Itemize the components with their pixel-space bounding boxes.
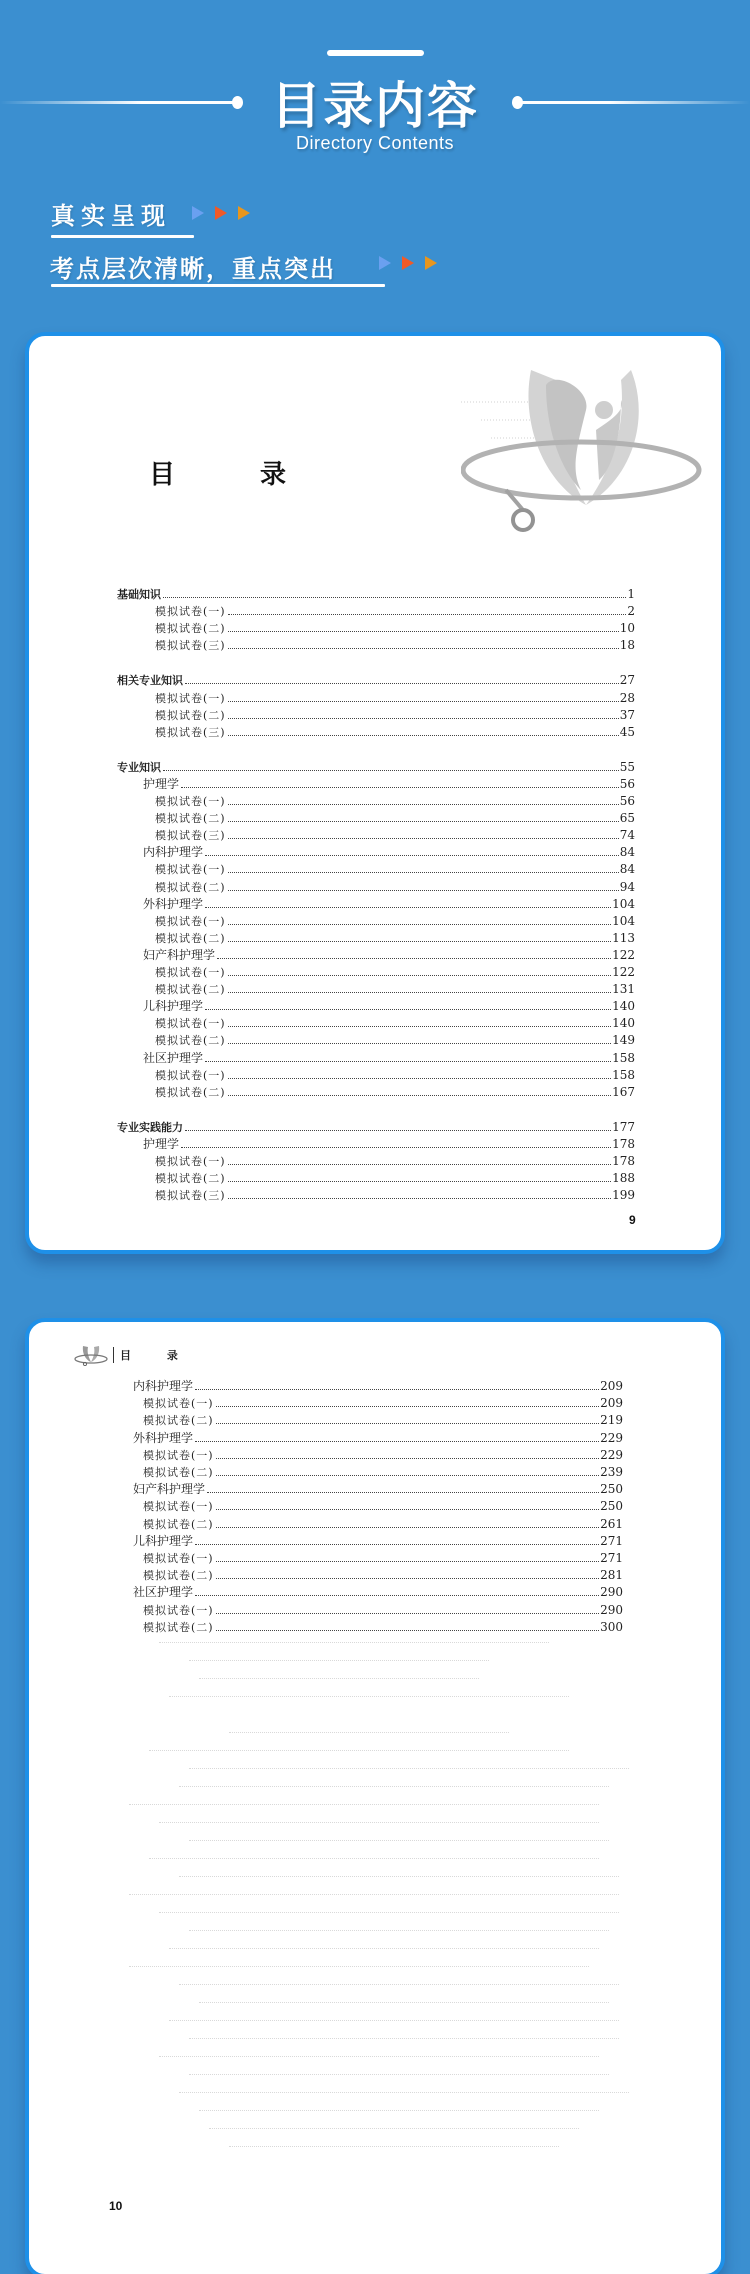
faint-dotted-line <box>159 2056 599 2057</box>
toc-entry <box>143 1514 623 1531</box>
toc-entry-page: 219 <box>600 1413 623 1428</box>
toc-entry-page: 1 <box>627 587 635 601</box>
toc-entry <box>155 791 635 808</box>
dot-leader <box>205 1061 611 1062</box>
toc-entry-page: 18 <box>619 638 635 653</box>
dot-leader <box>228 1078 612 1079</box>
dot-leader <box>195 1544 599 1545</box>
dot-leader <box>216 1406 600 1407</box>
toc-entry-page: 28 <box>619 690 635 705</box>
toc-entry-page: 158 <box>612 1067 635 1082</box>
toc-entry <box>117 670 635 687</box>
faint-dotted-line <box>159 1822 599 1823</box>
toc-entry <box>143 842 635 859</box>
toc-entry-label: 模拟试卷(二) <box>143 1414 214 1428</box>
toc-entry <box>117 584 635 601</box>
faint-dotted-line <box>189 1840 609 1841</box>
toc-entry-label: 模拟试卷(三) <box>155 639 226 653</box>
toc-entry-label: 社区护理学 <box>143 1050 204 1065</box>
dot-leader <box>185 683 619 684</box>
toc-entry-page: 149 <box>612 1033 635 1048</box>
toc-entry-label: 儿科护理学 <box>143 999 204 1014</box>
header-right-dot <box>512 96 523 109</box>
header-top-bar <box>327 50 424 56</box>
toc-entry-page: 2 <box>627 604 635 619</box>
toc-entry-page: 261 <box>600 1516 623 1531</box>
faint-dotted-line <box>179 1984 619 1985</box>
toc-entry <box>155 928 635 945</box>
dot-leader <box>216 1527 600 1528</box>
toc-entry-label: 模拟试卷(一) <box>143 1397 214 1411</box>
dot-leader <box>228 735 619 736</box>
toc-entry-label: 儿科护理学 <box>133 1533 194 1548</box>
toc-entry-page: 84 <box>619 845 635 860</box>
arrow-right-icon <box>192 206 204 220</box>
toc-entry-page: 188 <box>612 1171 635 1186</box>
dot-leader <box>217 958 611 959</box>
toc-entry-page: 84 <box>619 862 635 877</box>
faint-dotted-line <box>179 1876 619 1877</box>
toc-entry-label: 模拟试卷(一) <box>155 605 226 619</box>
toc-entry-label: 外科护理学 <box>143 896 204 911</box>
toc-entry-page: 229 <box>600 1430 623 1445</box>
toc-entry <box>155 1013 635 1030</box>
toc-entry-label: 模拟试卷(二) <box>143 1569 214 1583</box>
tagline-underline <box>51 235 194 238</box>
faint-dotted-line <box>149 1750 569 1751</box>
toc-entry-page: 178 <box>612 1136 635 1151</box>
dot-leader <box>228 1043 612 1044</box>
toc-entry-page: 229 <box>600 1447 623 1462</box>
faint-dotted-line <box>169 1696 569 1697</box>
toc-entry-label: 模拟试卷(一) <box>155 1155 226 1168</box>
dot-leader <box>228 1181 612 1182</box>
dot-leader <box>228 872 619 873</box>
dot-leader <box>205 907 611 908</box>
dot-leader <box>228 1026 612 1027</box>
toc-entry <box>155 979 635 996</box>
toc-entry <box>143 1134 635 1151</box>
toc-entry <box>133 1582 623 1599</box>
dot-leader <box>216 1423 600 1424</box>
toc-entry-label: 模拟试卷(三) <box>155 829 226 843</box>
toc-entry-label: 护理学 <box>143 776 180 791</box>
dot-leader <box>185 1130 611 1131</box>
toc-entry-page: 177 <box>612 1119 635 1134</box>
tagline-real: 真实呈现 <box>51 202 171 230</box>
faint-dotted-line <box>189 1660 489 1661</box>
arrow-right-icon <box>379 256 391 270</box>
header-right-line <box>516 101 750 104</box>
header-left-dot <box>232 96 243 109</box>
toc-entry-page: 122 <box>612 947 635 962</box>
arrow-right-icon <box>238 206 250 220</box>
toc-entry-label: 模拟试卷(二) <box>155 622 226 636</box>
toc-page-card-2 <box>25 1318 725 2274</box>
toc-entry <box>143 996 635 1013</box>
dot-leader <box>216 1509 600 1510</box>
tagline-clear-focus: 考点层次清晰，重点突出 <box>50 255 336 283</box>
faint-dotted-line <box>179 2092 629 2093</box>
toc-entry-label: 模拟试卷(二) <box>155 708 226 722</box>
dot-leader <box>228 838 619 839</box>
toc-entry-label: 模拟试卷(一) <box>143 1603 214 1617</box>
toc-entry <box>133 1376 623 1393</box>
toc-entry-label: 模拟试卷(二) <box>155 812 226 826</box>
toc-entry-page: 104 <box>612 913 635 928</box>
running-header-title: 目 录 <box>120 1349 194 1362</box>
toc-entry <box>155 825 635 842</box>
dot-leader <box>195 1389 599 1390</box>
arrow-right-icon <box>215 206 227 220</box>
toc-entry-label: 专业知识 <box>117 760 161 774</box>
faint-dotted-line <box>169 1948 599 1949</box>
toc-entry-label: 外科护理学 <box>133 1430 194 1445</box>
toc-entry <box>143 1393 623 1410</box>
dot-leader <box>216 1578 600 1579</box>
toc-entry <box>155 859 635 876</box>
dot-leader <box>205 1009 611 1010</box>
toc-entry-page: 140 <box>612 1016 635 1031</box>
faint-dotted-line <box>149 1858 599 1859</box>
toc-entry <box>143 1600 623 1617</box>
toc-entry <box>155 1030 635 1047</box>
dot-leader <box>163 770 619 771</box>
toc-entry-label: 模拟试卷(二) <box>143 1466 214 1479</box>
toc-entry-label: 相关专业知识 <box>117 674 183 688</box>
faint-dotted-line <box>199 2002 609 2003</box>
toc-entry-page: 199 <box>612 1188 635 1203</box>
toc-entry-label: 社区护理学 <box>133 1585 194 1600</box>
toc-entry-page: 271 <box>600 1551 623 1565</box>
faint-dotted-line <box>189 2038 619 2039</box>
toc-entry-label: 模拟试卷(一) <box>143 1500 214 1514</box>
faint-dotted-line <box>179 1786 609 1787</box>
dot-leader <box>216 1561 600 1562</box>
toc-entry <box>155 618 635 635</box>
faint-dotted-line <box>199 1678 479 1679</box>
triple-arrow-icon <box>379 256 437 270</box>
dot-leader <box>228 821 619 822</box>
toc-entry <box>143 774 635 791</box>
page-number: 10 <box>109 2199 123 2213</box>
toc-entry-label: 专业实践能力 <box>117 1120 183 1134</box>
dot-leader <box>216 1475 600 1476</box>
dot-leader <box>216 1613 600 1614</box>
toc-entry-page: 10 <box>619 621 635 636</box>
toc-entry-page: 65 <box>619 811 635 826</box>
toc-entry <box>155 808 635 825</box>
faint-dotted-line <box>159 1642 549 1643</box>
toc-entry-page: 113 <box>612 930 635 945</box>
dot-leader <box>205 855 619 856</box>
arrow-right-icon <box>425 256 437 270</box>
dot-leader <box>216 1458 600 1459</box>
toc-entry <box>155 601 635 618</box>
toc-entry-page: 104 <box>612 896 635 911</box>
dot-leader <box>195 1441 599 1442</box>
toc-entry-label: 模拟试卷(一) <box>143 1552 214 1565</box>
dot-leader <box>228 992 612 993</box>
page-title: 目录内容 <box>271 77 479 135</box>
faint-dotted-line <box>209 2128 579 2129</box>
toc-entry-label: 模拟试卷(一) <box>155 966 226 979</box>
toc-entry-page: 131 <box>612 982 635 997</box>
toc-entry-label: 模拟试卷(一) <box>155 795 226 808</box>
toc-entry-label: 模拟试卷(一) <box>155 914 226 928</box>
toc-entry-label: 模拟试卷(三) <box>155 725 226 739</box>
toc-entry-page: 209 <box>600 1396 623 1411</box>
dot-leader <box>228 631 619 632</box>
dot-leader <box>195 1595 599 1596</box>
dot-leader <box>181 1147 611 1148</box>
toc-entry <box>155 722 635 739</box>
toc-page-card-1 <box>25 332 725 1254</box>
toc-entry-page: 94 <box>619 879 635 894</box>
tagline-underline <box>51 284 385 287</box>
toc-entry-page: 37 <box>619 707 635 722</box>
toc-entry <box>133 1531 623 1548</box>
toc-entry <box>117 1117 635 1134</box>
toc-entry-label: 模拟试卷(二) <box>155 983 226 997</box>
toc-entry-page: 250 <box>600 1499 623 1514</box>
dot-leader <box>228 924 612 925</box>
toc-entry <box>143 894 635 911</box>
toc-entry-label: 模拟试卷(一) <box>155 1068 226 1082</box>
toc-entry-page: 27 <box>619 673 635 688</box>
toc-entry <box>143 1445 623 1462</box>
toc-entry <box>155 1185 635 1202</box>
toc-entry <box>143 945 635 962</box>
page-number: 9 <box>629 1213 636 1227</box>
toc-entry-page: 74 <box>619 828 635 843</box>
faint-dotted-line <box>129 1804 599 1805</box>
bleed-through-text <box>29 1619 721 2182</box>
arrow-right-icon <box>402 256 414 270</box>
faint-dotted-line <box>129 1966 589 1967</box>
dot-leader <box>228 718 619 719</box>
dot-leader <box>228 1164 612 1165</box>
toc-entry-page: 178 <box>612 1154 635 1168</box>
faint-dotted-line <box>189 1768 629 1769</box>
toc-entry <box>155 877 635 894</box>
dot-leader <box>207 1492 599 1493</box>
dot-leader <box>228 1198 612 1199</box>
toc-entry-label: 基础知识 <box>117 588 161 601</box>
faint-dotted-line <box>189 1930 609 1931</box>
page-subtitle: Directory Contents <box>295 133 455 153</box>
toc-entry-label: 模拟试卷(三) <box>155 1189 226 1203</box>
toc-entry <box>155 1168 635 1185</box>
toc-entry-page: 300 <box>600 1619 623 1634</box>
toc-entry-label: 护理学 <box>143 1136 180 1151</box>
toc-entry-label: 模拟试卷(二) <box>155 1085 226 1099</box>
toc-entry <box>143 1410 623 1427</box>
toc-entry <box>155 1082 635 1099</box>
toc-entry <box>143 1462 623 1479</box>
dot-leader <box>228 1095 612 1096</box>
toc-entry <box>133 1428 623 1445</box>
toc-entry-page: 56 <box>619 794 635 808</box>
toc-entry-label: 内科护理学 <box>143 845 204 860</box>
toc-entry <box>155 1151 635 1168</box>
nursing-heart-stethoscope-logo-icon <box>73 1344 109 1366</box>
faint-dotted-line <box>159 1912 619 1913</box>
toc-entry-page: 55 <box>619 759 635 774</box>
faint-dotted-line <box>199 2110 599 2111</box>
dot-leader <box>163 597 626 598</box>
toc-entry-page: 290 <box>600 1602 623 1617</box>
running-header <box>73 1344 194 1366</box>
toc-entry-page: 271 <box>600 1533 623 1548</box>
dot-leader <box>228 701 619 702</box>
dot-leader <box>228 648 619 649</box>
toc-entry <box>155 1065 635 1082</box>
toc-entry <box>143 1565 623 1582</box>
toc-entry-label: 模拟试卷(一) <box>155 1017 226 1031</box>
toc-entry-page: 250 <box>600 1482 623 1497</box>
toc-entry <box>143 1548 623 1565</box>
toc-entry-page: 158 <box>612 1050 635 1065</box>
dot-leader <box>228 941 612 942</box>
dot-leader <box>228 975 612 976</box>
toc-entry-label: 模拟试卷(二) <box>155 1034 226 1048</box>
toc-entry <box>117 757 635 774</box>
toc-entry <box>133 1479 623 1496</box>
toc-entry-page: 122 <box>612 965 635 979</box>
toc-entry-label: 模拟试卷(二) <box>155 931 226 945</box>
toc-entry-page: 209 <box>600 1379 623 1393</box>
toc-entry-label: 模拟试卷(二) <box>155 880 226 894</box>
toc-entry-label: 模拟试卷(二) <box>143 1517 214 1531</box>
faint-dotted-line <box>229 1732 509 1733</box>
toc-entry-page: 281 <box>600 1568 623 1583</box>
toc-entry-label: 模拟试卷(一) <box>143 1448 214 1462</box>
faint-dotted-line <box>229 2146 559 2147</box>
faint-dotted-line <box>169 2020 619 2021</box>
toc-entry <box>155 962 635 979</box>
toc-entry-page: 290 <box>600 1585 623 1600</box>
toc-heading: 目 录 <box>149 460 325 490</box>
toc-entry <box>143 1048 635 1065</box>
toc-entry <box>155 635 635 652</box>
faint-dotted-line <box>189 2074 609 2075</box>
toc-entry-label: 妇产科护理学 <box>133 1482 206 1497</box>
toc-entry-label: 模拟试卷(一) <box>155 691 226 705</box>
header-divider <box>113 1347 114 1363</box>
dot-leader <box>228 614 627 615</box>
toc-entry-label: 妇产科护理学 <box>143 947 216 962</box>
dot-leader <box>228 890 619 891</box>
toc-entry-page: 239 <box>600 1465 623 1479</box>
header-left-line <box>0 101 236 104</box>
toc-entry-page: 140 <box>612 999 635 1014</box>
toc-entry-label: 模拟试卷(二) <box>143 1620 214 1634</box>
dot-leader <box>181 787 619 788</box>
toc-entry <box>155 911 635 928</box>
toc-entry <box>155 688 635 705</box>
toc-entry <box>143 1496 623 1513</box>
toc-entry-page: 167 <box>612 1084 635 1099</box>
nursing-heart-stethoscope-logo-icon <box>461 350 711 540</box>
toc-entry <box>155 705 635 722</box>
dot-leader <box>228 804 619 805</box>
toc-entry-page: 56 <box>619 776 635 791</box>
triple-arrow-icon <box>192 206 250 220</box>
toc-entry-label: 模拟试卷(一) <box>155 863 226 877</box>
toc-entry-label: 内科护理学 <box>133 1379 194 1393</box>
toc-entry-page: 45 <box>619 724 635 739</box>
faint-dotted-line <box>129 1894 619 1895</box>
toc-entry-label: 模拟试卷(二) <box>155 1172 226 1186</box>
